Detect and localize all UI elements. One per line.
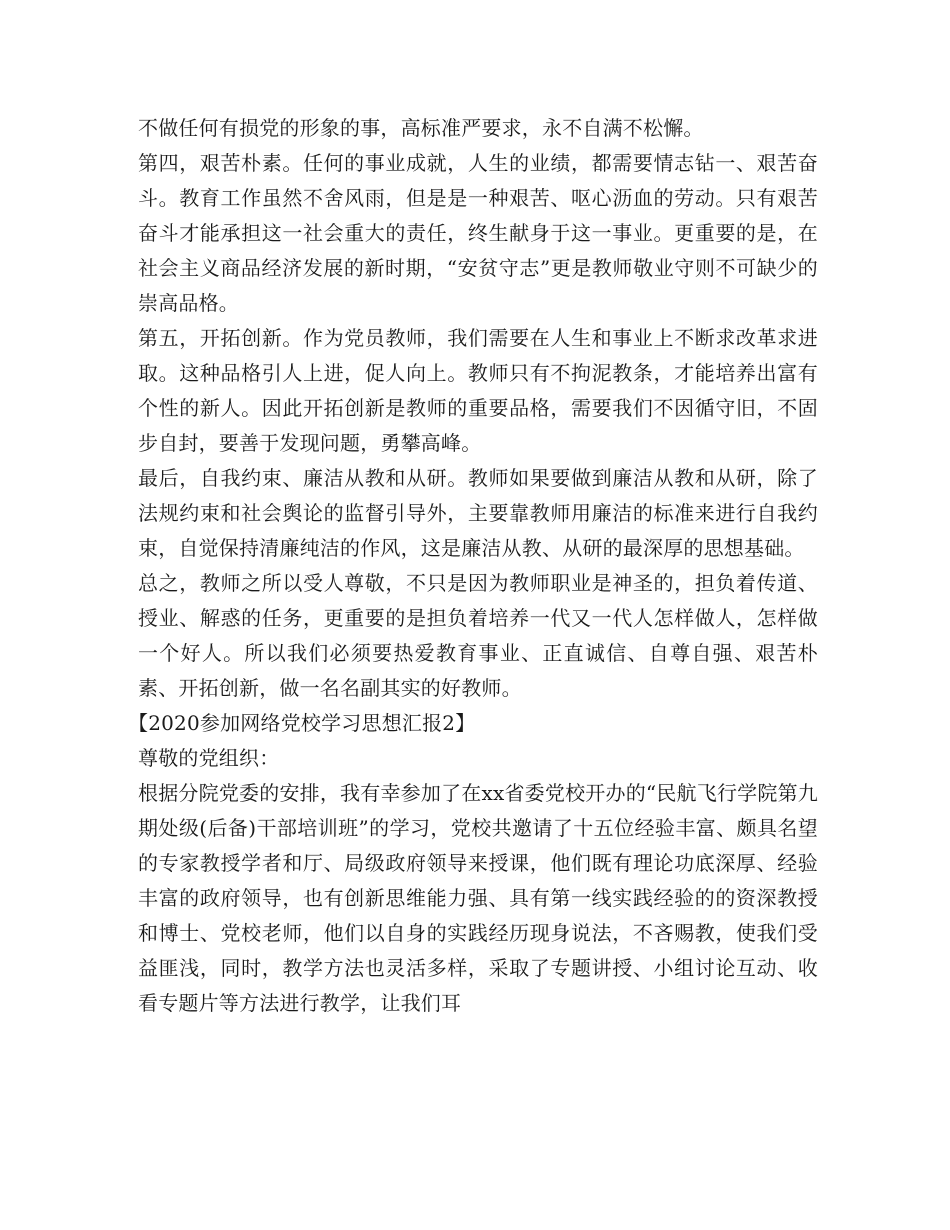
paragraph-innovation: 第五，开拓创新。作为党员教师，我们需要在人生和事业上不断求改革求进取。这种品格引人上进，促人向上。教师只有不拘泥教条，才能培养出富有个性的新人。因此开拓创新是教师的重要品格，需要我们不因循守旧，不固步自封，要善于发现问题，勇攀高峰。 xyxy=(138,326,818,455)
paragraph-conclusion: 总之，教师之所以受人尊敬，不只是因为教师职业是神圣的，担负着传道、授业、解惑的任务，更重要的是担负着培养一代又一代人怎样做人，怎样做一个好人。所以我们必须要热爱教育事业、正直诚信、自尊自强、艰苦朴素、开拓创新，做一名名副其实的好教师。 xyxy=(138,571,818,700)
paragraph-1: 不做任何有损党的形象的事，高标准严要求，永不自满不松懈。 xyxy=(138,116,704,140)
document-page xyxy=(128,111,818,1021)
salutation: 尊敬的党组织： xyxy=(138,746,280,770)
section-heading: 【2020参加网络党校学习思想汇报2】 xyxy=(128,711,476,735)
paragraph-self-discipline: 最后，自我约束、廉洁从教和从研。教师如果要做到廉洁从教和从研，除了法规约束和社会舆论的监督引导外，主要靠教师用廉洁的标准来进行自我约束，自觉保持清廉纯洁的作风，这是廉洁从教、从研的最深厚的思想基础。 xyxy=(138,466,818,560)
body-paragraph: 根据分院党委的安排，我有幸参加了在xx省委党校开办的“民航飞行学院第九期处级(后备)干部培训班”的学习，党校共邀请了十五位经验丰富、颇具名望的专家教授学者和厅、局级政府领导来授课，他们既有理论功底深厚、经验丰富的政府领导，也有创新思维能力强、具有第一线实践经验的的资深教授和博士、党校老师，他们以自身的实践经历现身说法，不吝赐教，使我们受益匪浅，同时，教学方法也灵活多样，采取了专题讲授、小组讨论互动、收看专题片等方法进行教学，让我们耳 xyxy=(138,781,818,1015)
paragraph-hardship: 第四，艰苦朴素。任何的事业成就，人生的业绩，都需要情志钻一、艰苦奋斗。教育工作虽然不舍风雨，但是是一种艰苦、呕心沥血的劳动。只有艰苦奋斗才能承担这一社会重大的责任，终生献身于这一事业。更重要的是，在社会主义商品经济发展的新时期，“安贫守志”更是教师敬业守则不可缺少的崇高品格。 xyxy=(138,151,818,315)
